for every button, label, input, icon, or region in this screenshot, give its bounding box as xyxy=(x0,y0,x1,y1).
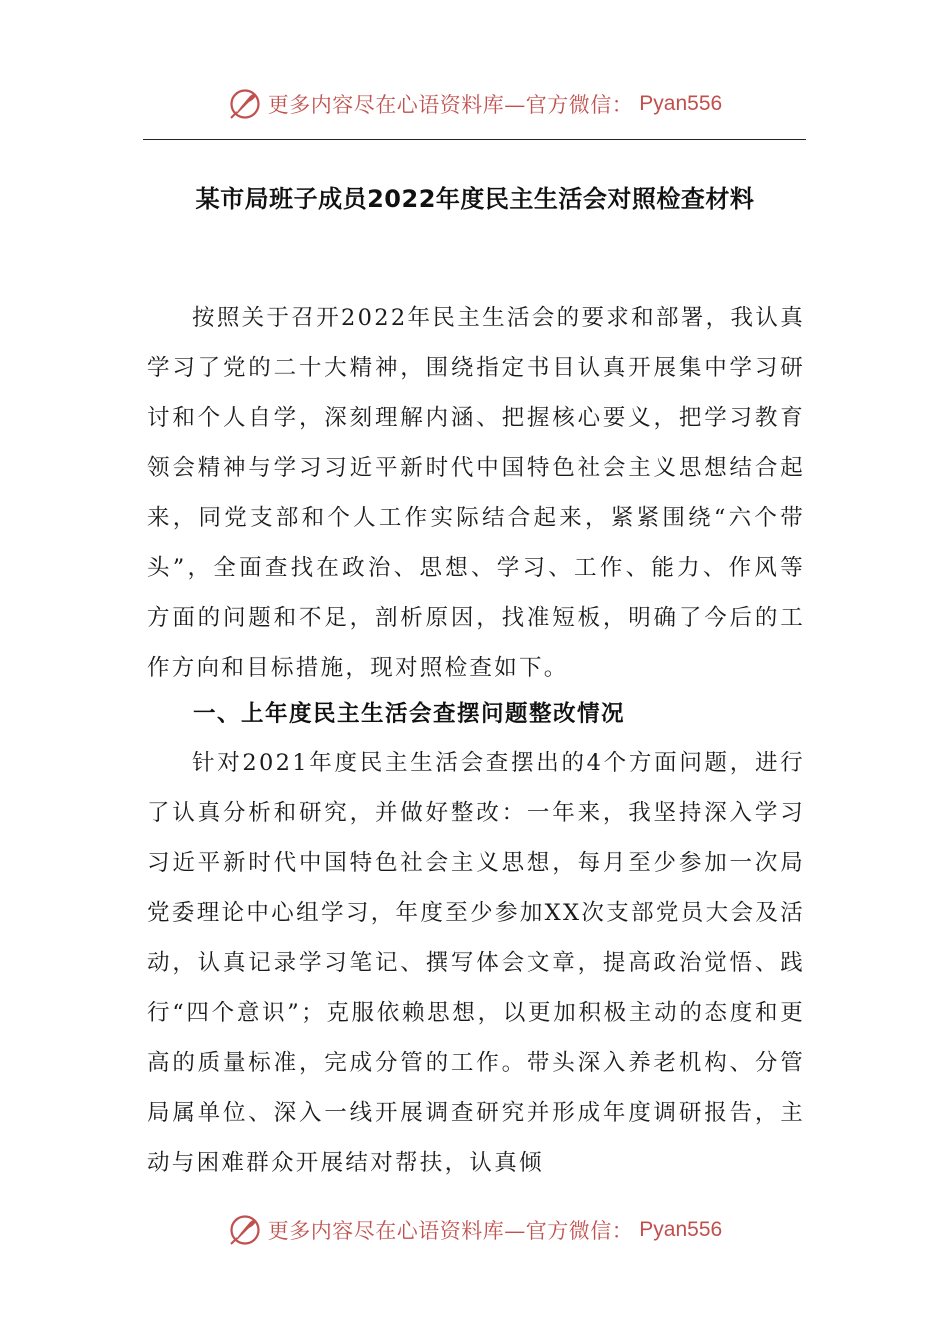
watermark-text: 更多内容尽在心语资料库—官方微信： xyxy=(267,1219,634,1243)
quill-in-circle-icon xyxy=(228,87,262,121)
document-title: 某市局班子成员2022年度民主生活会对照检查材料 xyxy=(195,185,755,213)
watermark-text: 更多内容尽在心语资料库—官方微信： xyxy=(267,93,634,117)
paragraph-rectification: 针对2021年度民主生活会查摆出的4个方面问题，进行了认真分析和研究，并做好整改：一年来，我坚持深入学习习近平新时代中国特色社会主义思想，每月至少参加一次局党委理论中心组学习，年度至少参加XX次支部党员大会及活动，认真记录学习笔记、撰写体会文章，提高政治觉悟、践行“四个意识”；克服依赖思想，以更加积极主动的态度和更高的质量标准，完成分管的工作。带头深入养老机构、分管局属单位、深入一线开展调查研究并形成年度调研报告，主动与困难群众开展结对帮扶，认真倾 xyxy=(147,750,805,1176)
header-watermark xyxy=(0,84,950,124)
footer-watermark xyxy=(0,1210,950,1250)
paragraph-intro: 按照关于召开2022年民主生活会的要求和部署，我认真学习了党的二十大精神，围绕指定书目认真开展集中学习研讨和个人自学，深刻理解内涵、把握核心要义，把学习教育领会精神与学习习近平新时代中国特色社会主义思想结合起来，同党支部和个人工作实际结合起来，紧紧围绕“六个带头”，全面查找在政治、思想、学习、工作、能力、作风等方面的问题和不足，剖析原因，找准短板，明确了今后的工作方向和目标措施，现对照检查如下。 xyxy=(147,305,805,681)
watermark-account: Pyan556 xyxy=(639,1218,723,1241)
watermark-account: Pyan556 xyxy=(639,92,723,115)
quill-in-circle-icon xyxy=(228,1213,262,1247)
header-divider xyxy=(143,139,806,140)
section-heading-1: 一、上年度民主生活会查摆问题整改情况 xyxy=(193,701,626,727)
